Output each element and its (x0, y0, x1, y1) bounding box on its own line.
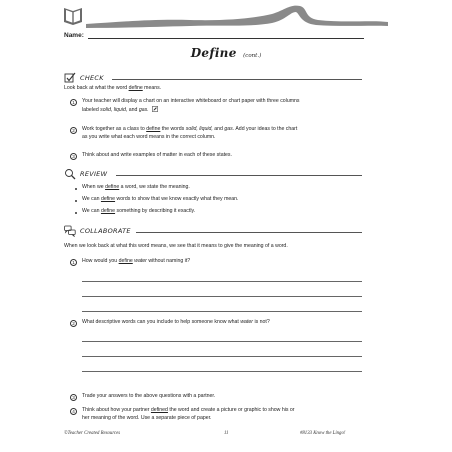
question-1: How would you define water without naming it? (82, 258, 191, 264)
check-item-3-number: 3 (70, 153, 77, 160)
check-item-1-number: 1 (70, 99, 77, 106)
question-2-number: 2 (70, 320, 77, 327)
check-heading-text: CHECK (80, 74, 104, 82)
review-rule (116, 175, 362, 176)
check-item-2-number: 2 (70, 127, 77, 134)
book-icon (64, 8, 82, 25)
collaborate-heading (64, 225, 131, 237)
review-bullet-2: We can define words to show that we know exactly what they mean. (82, 196, 239, 202)
review-bullet-3: We can define something by describing it exactly. (82, 208, 196, 214)
answer-2-line-1[interactable] (82, 341, 362, 342)
review-bullet-1-dot (75, 188, 77, 190)
page-title (0, 44, 452, 62)
footer-page-number: 11 (224, 431, 229, 436)
name-field[interactable] (88, 32, 364, 39)
footer-copyright: ©Teacher Created Resources (64, 431, 121, 436)
review-bullet-1: When we define a word, we state the meaning. (82, 184, 190, 190)
question-1-number: 1 (70, 259, 77, 266)
review-heading-text: REVIEW (80, 170, 108, 178)
collaborate-heading-text: COLLABORATE (80, 227, 131, 235)
checkbox-icon (64, 72, 76, 84)
answer-1-line-3[interactable] (82, 311, 362, 312)
question-4: Think about how your partner defined the word and create a picture or graphic to show his or her meaning of the word. Use a separate piece of paper. (82, 407, 295, 421)
question-4-number: 4 (70, 408, 77, 415)
brush-stroke (86, 6, 388, 28)
collaborate-intro: When we look back at what this word means, we see that it means to give the meaning of a word. (64, 243, 288, 249)
review-bullet-2-dot (75, 200, 77, 202)
check-intro: Look back at what the word define means. (64, 85, 162, 91)
check-rule (112, 79, 362, 80)
review-bullet-3-dot (75, 212, 77, 214)
title-sub: (cont.) (243, 53, 262, 59)
question-2: What descriptive words can you include to help someone know what water is not? (82, 319, 270, 325)
check-item-1: Your teacher will display a chart on an interactive whiteboard or chart paper with three columns labeled solid, liquid, and gas. (82, 98, 300, 113)
chat-bubbles-icon (64, 225, 76, 237)
question-3-number: 3 (70, 394, 77, 401)
footer-book-title: #8133 Know the Lingo! (300, 431, 346, 436)
question-3: Trade your answers to the above questions with a partner. (82, 393, 216, 399)
answer-1-line-1[interactable] (82, 281, 362, 282)
check-heading (64, 72, 104, 84)
magnifier-icon (64, 168, 76, 180)
check-item-2: Work together as a class to define the words solid, liquid, and gas. Add your ideas to the chart as you write what each word means in the correct column. (82, 126, 298, 140)
check-item-3: Think about and write examples of matter in each of these states. (82, 152, 232, 158)
answer-2-line-3[interactable] (82, 371, 362, 372)
name-label: Name: (64, 32, 84, 39)
answer-1-line-2[interactable] (82, 296, 362, 297)
name-row (64, 29, 364, 39)
title-main: Define (190, 46, 237, 60)
pencil-box-icon (152, 106, 158, 112)
answer-2-line-2[interactable] (82, 356, 362, 357)
collaborate-rule (136, 232, 362, 233)
review-heading (64, 168, 107, 180)
